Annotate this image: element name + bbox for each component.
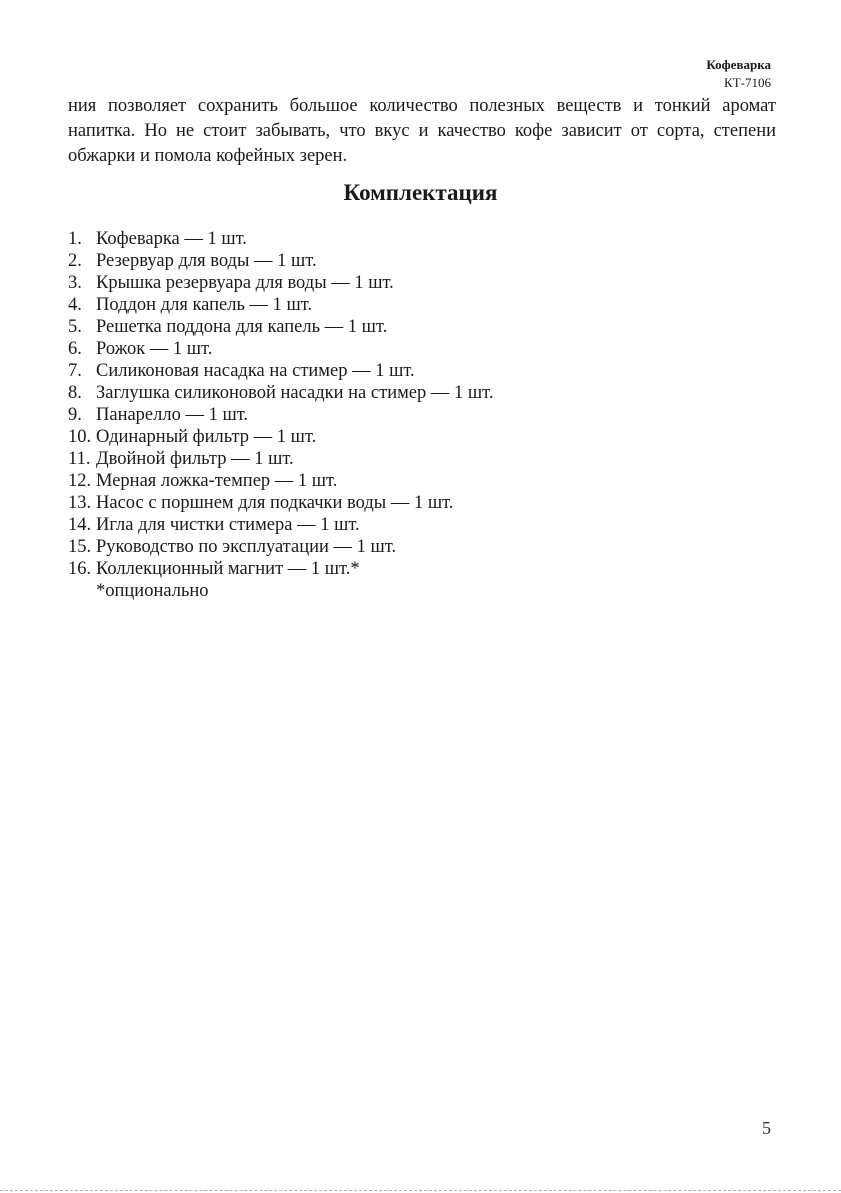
- list-item-number: 2.: [68, 251, 82, 271]
- list-item: [68, 228, 493, 250]
- list-item-number: 12.: [68, 471, 92, 491]
- list-item-number: 14.: [68, 515, 92, 535]
- list-item: [68, 492, 493, 514]
- page-number: 5: [762, 1118, 771, 1138]
- list-item: [68, 514, 493, 536]
- list-item-number: 3.: [68, 273, 82, 293]
- list-item-number: 15.: [68, 537, 92, 557]
- list-item: [68, 404, 493, 426]
- list-item: [68, 382, 493, 404]
- list-item-text: Мерная ложка-темпер — 1 шт.: [96, 471, 338, 491]
- header-product-title: Кофеварка: [706, 57, 771, 72]
- footnote: *опционально: [96, 581, 209, 601]
- list-item-text: Одинарный фильтр — 1 шт.: [96, 427, 317, 447]
- list-item-text: Решетка поддона для капель — 1 шт.: [96, 317, 388, 337]
- list-item-text: Коллекционный магнит — 1 шт.*: [96, 559, 360, 579]
- list-item-number: 1.: [68, 229, 82, 249]
- list-item-text: Руководство по эксплуатации — 1 шт.: [96, 537, 397, 557]
- list-item-number: 9.: [68, 405, 82, 425]
- list-item-text: Силиконовая насадка на стимер — 1 шт.: [96, 361, 415, 381]
- page-header: [706, 56, 771, 92]
- list-item-number: 4.: [68, 295, 82, 315]
- contents-list: [68, 228, 493, 580]
- intro-paragraph: ния позволяет сохранить большое количество полезных веществ и тонкий аромат напитка. Но не стоит забывать, что вкус и качество кофе зависит от сорта, степени обжарки и помола кофейных зерен.: [68, 96, 776, 166]
- list-item-text: Резервуар для воды — 1 шт.: [96, 251, 317, 271]
- list-item: [68, 558, 493, 580]
- list-item: [68, 250, 493, 272]
- list-item-text: Поддон для капель — 1 шт.: [96, 295, 313, 315]
- bottom-rule: [0, 1190, 841, 1191]
- list-item: [68, 316, 493, 338]
- list-item: [68, 536, 493, 558]
- list-item: [68, 294, 493, 316]
- section-title: Комплектация: [343, 180, 498, 205]
- list-item: [68, 338, 493, 360]
- list-item-text: Рожок — 1 шт.: [96, 339, 213, 359]
- list-item: [68, 448, 493, 470]
- header-model-number: КТ-7106: [724, 75, 771, 90]
- list-item-number: 8.: [68, 383, 82, 403]
- list-item-number: 16.: [68, 559, 92, 579]
- list-item: [68, 360, 493, 382]
- list-item: [68, 426, 493, 448]
- list-item-number: 7.: [68, 361, 82, 381]
- list-item-text: Игла для чистки стимера — 1 шт.: [96, 515, 360, 535]
- list-item-number: 13.: [68, 493, 92, 513]
- list-item-number: 10.: [68, 427, 92, 447]
- list-item-number: 5.: [68, 317, 82, 337]
- list-item: [68, 470, 493, 492]
- list-item-text: Кофеварка — 1 шт.: [96, 229, 247, 249]
- list-item-number: 11.: [68, 449, 91, 469]
- list-item-text: Заглушка силиконовой насадки на стимер — 1 шт.: [96, 383, 494, 403]
- list-item-text: Панарелло — 1 шт.: [96, 405, 249, 425]
- list-item-text: Насос с поршнем для подкачки воды — 1 шт.: [96, 493, 454, 513]
- list-item: [68, 272, 493, 294]
- list-item-text: Двойной фильтр — 1 шт.: [96, 449, 294, 469]
- list-item-text: Крышка резервуара для воды — 1 шт.: [96, 273, 394, 293]
- list-item-number: 6.: [68, 339, 82, 359]
